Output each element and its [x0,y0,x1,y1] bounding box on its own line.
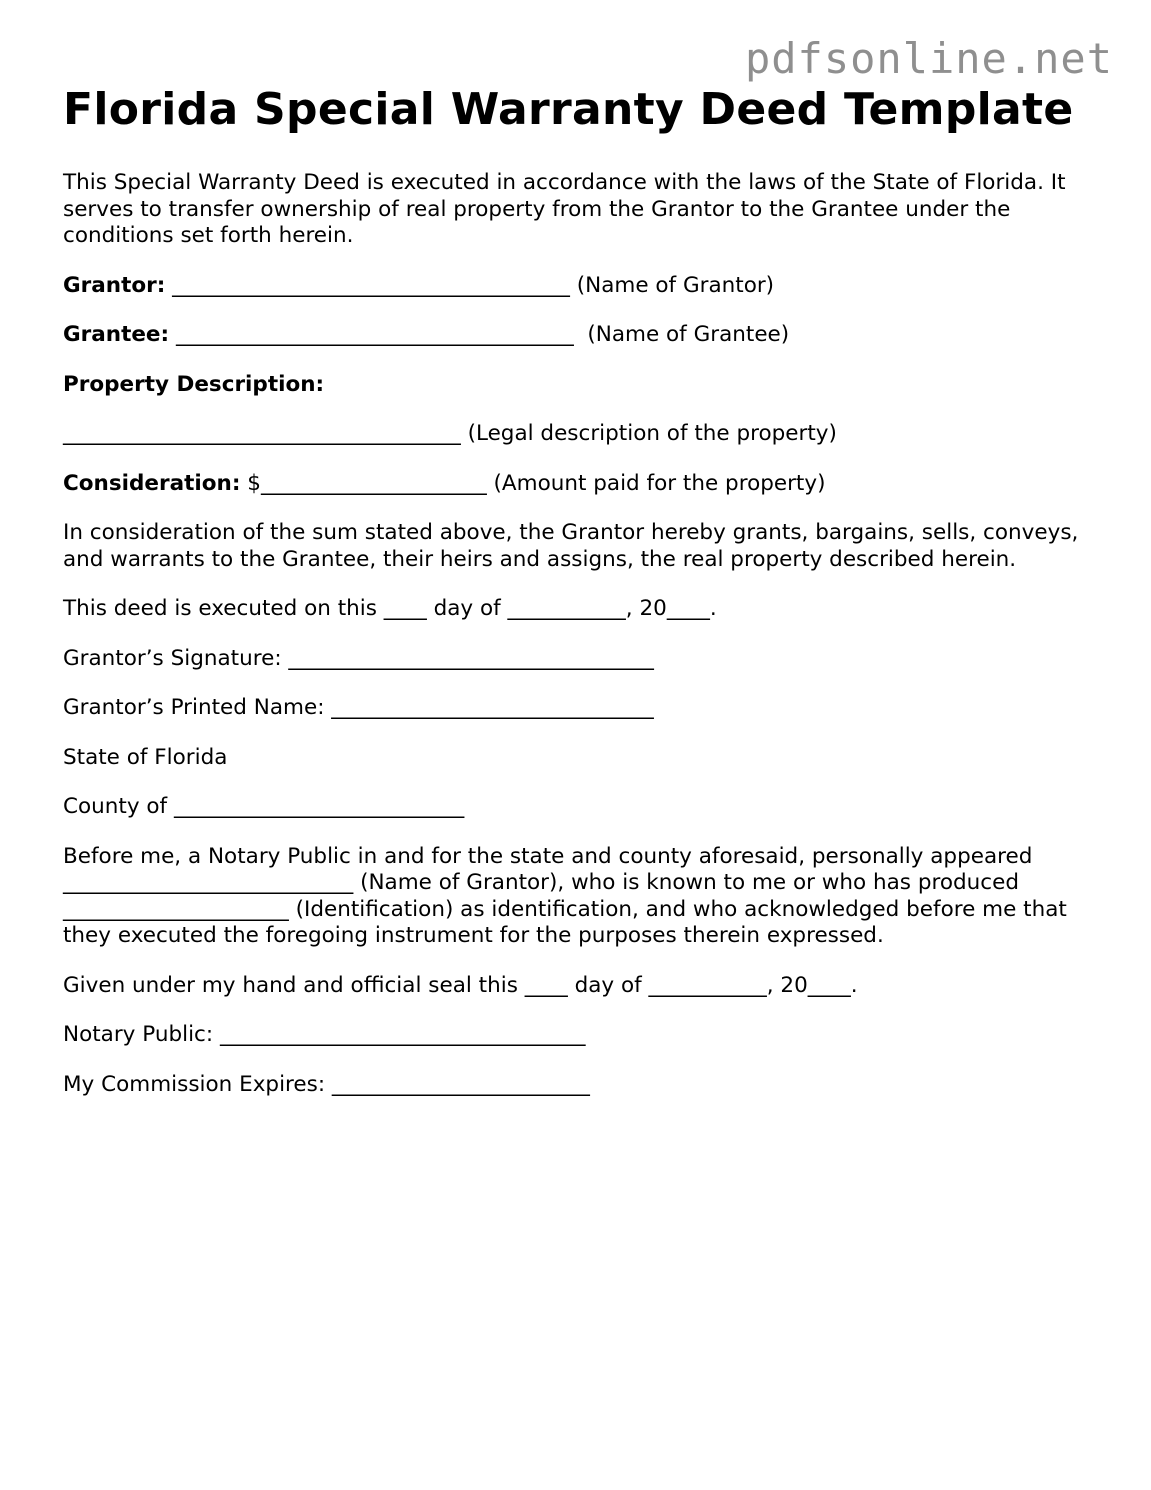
grantee-field [63,322,1093,349]
state-line: State of Florida [63,744,228,770]
commission-expires-line[interactable]: My Commission Expires: ________________________ [63,1071,590,1097]
consideration-label: Consideration: [63,470,241,496]
consideration-blank[interactable]: $_____________________ [240,470,494,496]
grantor-printed-name-line[interactable]: Grantor’s Printed Name: ______________________________ [63,695,654,720]
property-description-line[interactable]: _____________________________________ (Legal description of the property) [63,421,837,446]
grantee-hint: (Name of Grantee) [587,322,790,347]
grantee-label: Grantee: [63,322,170,347]
intro-paragraph: This Special Warranty Deed is executed in accordance with the laws of the State of Florida. It serves to transfer ownership of real property from the Grantor to the Grantee under the conditions set forth herein. [63,170,1066,248]
document-page [63,84,1093,1098]
notary-clause: Before me, a Notary Public in and for the state and county aforesaid, personally appeared ___________________________ (Name of Grantor), who is known to me or who has produced _____________________ (Identification) as identification, and who acknowledged before me that they executed the foregoing instrument for the purposes therein expressed. [63,843,1067,948]
county-line[interactable]: County of ___________________________ [63,794,465,819]
seal-date-line[interactable]: Given under my hand and official seal this ____ day of ___________, 20____. [63,972,858,998]
grantee-blank[interactable]: _____________________________________ [169,322,588,347]
watermark: pdfsonline.net [744,34,1113,83]
grant-clause: In consideration of the sum stated above, the Grantor hereby grants, bargains, sells, conveys, and warrants to the Grantee, their heirs and assigns, the real property described herein. [63,520,1079,572]
grantor-field [63,273,1093,300]
consideration-field [63,471,1093,498]
property-description-heading: Property Description: [63,371,325,397]
notary-public-line[interactable]: Notary Public: __________________________________ [63,1022,586,1047]
grantor-label: Grantor: [63,272,166,298]
grantor-blank[interactable]: _____________________________________ [165,272,577,298]
execution-date-line[interactable]: This deed is executed on this ____ day of ___________, 20____. [63,596,717,621]
grantor-signature-line[interactable]: Grantor’s Signature: __________________________________ [63,645,654,671]
document-title: Florida Special Warranty Deed Template [63,84,1074,135]
grantor-hint: (Name of Grantor) [576,272,775,298]
consideration-hint: (Amount paid for the property) [493,470,826,496]
